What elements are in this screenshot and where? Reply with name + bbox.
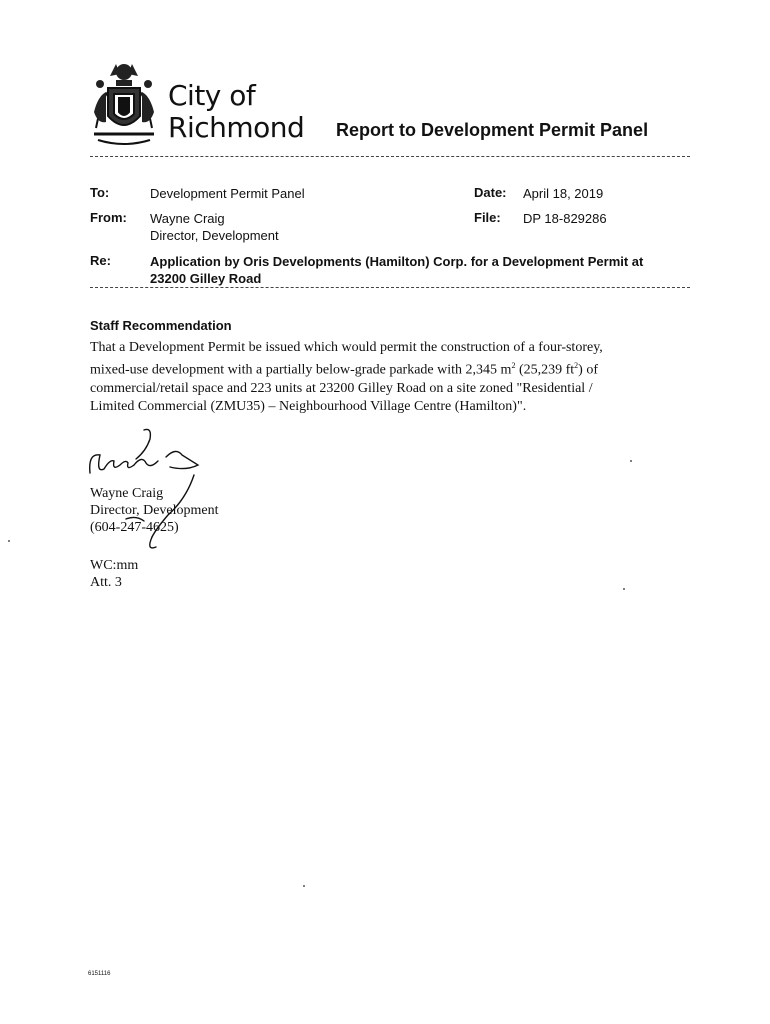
report-title: Report to Development Permit Panel bbox=[336, 120, 649, 140]
recommendation-line2 bbox=[90, 357, 670, 380]
date-label: Date: bbox=[474, 185, 507, 200]
reference-block bbox=[90, 557, 138, 591]
from-label: From: bbox=[90, 210, 127, 225]
signature-block bbox=[90, 485, 219, 536]
scan-speck bbox=[303, 885, 305, 887]
signatory-title: Director, Development bbox=[90, 503, 219, 518]
to-value: Development Permit Panel bbox=[150, 186, 305, 201]
re-label: Re: bbox=[90, 253, 111, 268]
document-number: 6151116 bbox=[88, 971, 111, 977]
line2-after: ) of bbox=[578, 362, 598, 378]
line2-mid: (25,239 ft bbox=[515, 362, 575, 378]
recommendation-line1: That a Development Permit be issued which would permit the construction of a four-storey, bbox=[90, 340, 603, 355]
recommendation-line3: commercial/retail space and 223 units at 23200 Gilley Road on a site zoned "Residential / bbox=[90, 380, 593, 396]
recommendation-line4: Limited Commercial (ZMU35) – Neighbourhood Village Centre (Hamilton)". bbox=[90, 398, 527, 414]
staff-recommendation-title: Staff Recommendation bbox=[90, 318, 232, 333]
to-label: To: bbox=[90, 185, 110, 200]
signatory-phone: (604-247-4625) bbox=[90, 520, 179, 535]
file-value: DP 18-829286 bbox=[523, 211, 607, 226]
initials: WC:mm bbox=[90, 558, 139, 573]
city-name bbox=[168, 80, 304, 144]
header-rule bbox=[90, 156, 690, 157]
city-name-line2: Richmond bbox=[168, 111, 305, 144]
line2-before: mixed-use development with a partially below-grade parkade with 2,345 m bbox=[90, 362, 512, 378]
city-name-line1: City of bbox=[168, 79, 256, 112]
from-title: Director, Development bbox=[150, 228, 279, 243]
superscript-2: 2 bbox=[574, 361, 579, 370]
memo-rule bbox=[90, 287, 690, 288]
superscript-1: 2 bbox=[511, 361, 516, 370]
scan-speck bbox=[630, 460, 632, 462]
from-value bbox=[150, 210, 279, 244]
re-subject bbox=[150, 253, 690, 287]
attachments-count: Att. 3 bbox=[90, 575, 122, 590]
city-crest-icon bbox=[88, 58, 160, 146]
staff-recommendation-text bbox=[90, 339, 670, 416]
scan-speck bbox=[623, 588, 625, 590]
from-name: Wayne Craig bbox=[150, 211, 225, 226]
re-line1: Application by Oris Developments (Hamilton) Corp. for a Development Permit at bbox=[150, 254, 644, 269]
scan-speck bbox=[8, 540, 10, 542]
re-line2: 23200 Gilley Road bbox=[150, 271, 262, 286]
file-label: File: bbox=[474, 210, 501, 225]
signatory-name: Wayne Craig bbox=[90, 486, 164, 501]
date-value: April 18, 2019 bbox=[523, 186, 604, 201]
